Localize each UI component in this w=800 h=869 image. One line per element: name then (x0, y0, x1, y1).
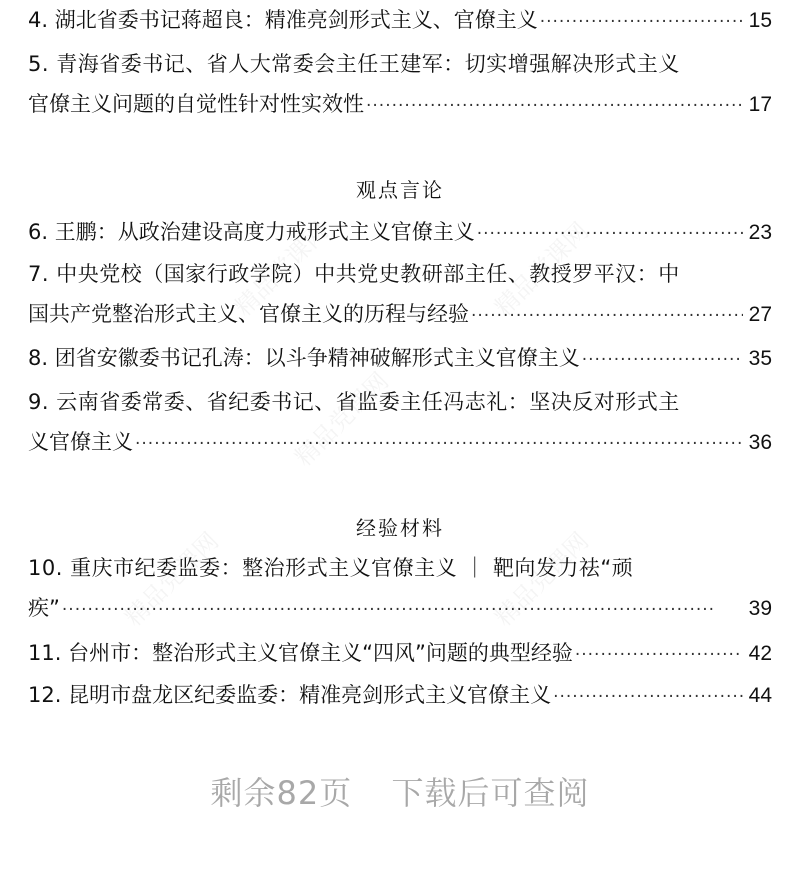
page-number: 27 (748, 303, 772, 326)
page-number: 17 (748, 93, 772, 116)
dot-leader (471, 298, 743, 334)
dot-leader (553, 679, 743, 715)
dot-leader (366, 88, 743, 124)
toc-entry[interactable] (28, 550, 772, 626)
page-number: 42 (748, 642, 772, 665)
dot-leader (477, 216, 743, 252)
page-number: 39 (748, 597, 772, 620)
section-heading-opinions: 观点言论 (356, 178, 444, 202)
section-heading-experience: 经验材料 (356, 516, 444, 540)
entry-title: 4. 湖北省委书记蒋超良：精准亮剑形式主义、官僚主义 (28, 8, 538, 32)
toc-entry[interactable] (28, 384, 772, 460)
dot-leader (582, 342, 743, 378)
entry-title-continued: 国共产党整治形式主义、官僚主义的历程与经验 (28, 302, 469, 326)
watermark: 精品党课网 (489, 526, 595, 632)
page-number: 36 (748, 431, 772, 454)
entry-title-continued: 疾” (28, 596, 60, 620)
download-prompt[interactable] (0, 768, 800, 814)
entry-title: 10. 重庆市纪委监委：整治形式主义官僚主义 ｜ 靶向发力祛“顽 (28, 556, 634, 580)
page-number: 23 (748, 221, 772, 244)
remaining-pages-text: 剩余82页 (210, 774, 353, 812)
watermark: 精品党课网 (289, 366, 395, 472)
dot-leader (540, 4, 743, 40)
dot-leader (575, 637, 743, 673)
entry-title: 6. 王鹏：从政治建设高度力戒形式主义官僚主义 (28, 220, 475, 244)
dot-leader (62, 592, 743, 628)
entry-title: 11. 台州市：整治形式主义官僚主义“四风”问题的典型经验 (28, 641, 573, 665)
entry-title-continued: 官僚主义问题的自觉性针对性实效性 (28, 92, 364, 116)
download-to-view-text: 下载后可查阅 (391, 774, 590, 812)
toc-entry[interactable] (28, 256, 772, 332)
watermark: 精品党课网 (229, 216, 335, 322)
watermark: 精品党课网 (119, 526, 225, 632)
toc-entry[interactable] (28, 635, 772, 671)
dot-leader (135, 426, 743, 462)
toc-entry[interactable] (28, 46, 772, 122)
toc-entry[interactable] (28, 677, 772, 713)
entry-title: 8. 团省安徽委书记孔涛：以斗争精神破解形式主义官僚主义 (28, 346, 580, 370)
toc-entry[interactable] (28, 340, 772, 376)
entry-title-continued: 义官僚主义 (28, 430, 133, 454)
entry-title: 7. 中央党校（国家行政学院）中共党史教研部主任、教授罗平汉：中 (28, 262, 680, 286)
toc-entry[interactable] (28, 214, 772, 250)
entry-title: 9. 云南省委常委、省纪委书记、省监委主任冯志礼：坚决反对形式主 (28, 390, 680, 414)
page-number: 44 (748, 684, 772, 707)
entry-title: 12. 昆明市盘龙区纪委监委：精准亮剑形式主义官僚主义 (28, 683, 552, 707)
page-number: 35 (748, 347, 772, 370)
page-number: 15 (748, 9, 772, 32)
watermark: 精品党课网 (489, 216, 595, 322)
toc-entry[interactable] (28, 2, 772, 38)
entry-title: 5. 青海省委书记、省人大常委会主任王建军：切实增强解决形式主义 (28, 52, 680, 76)
